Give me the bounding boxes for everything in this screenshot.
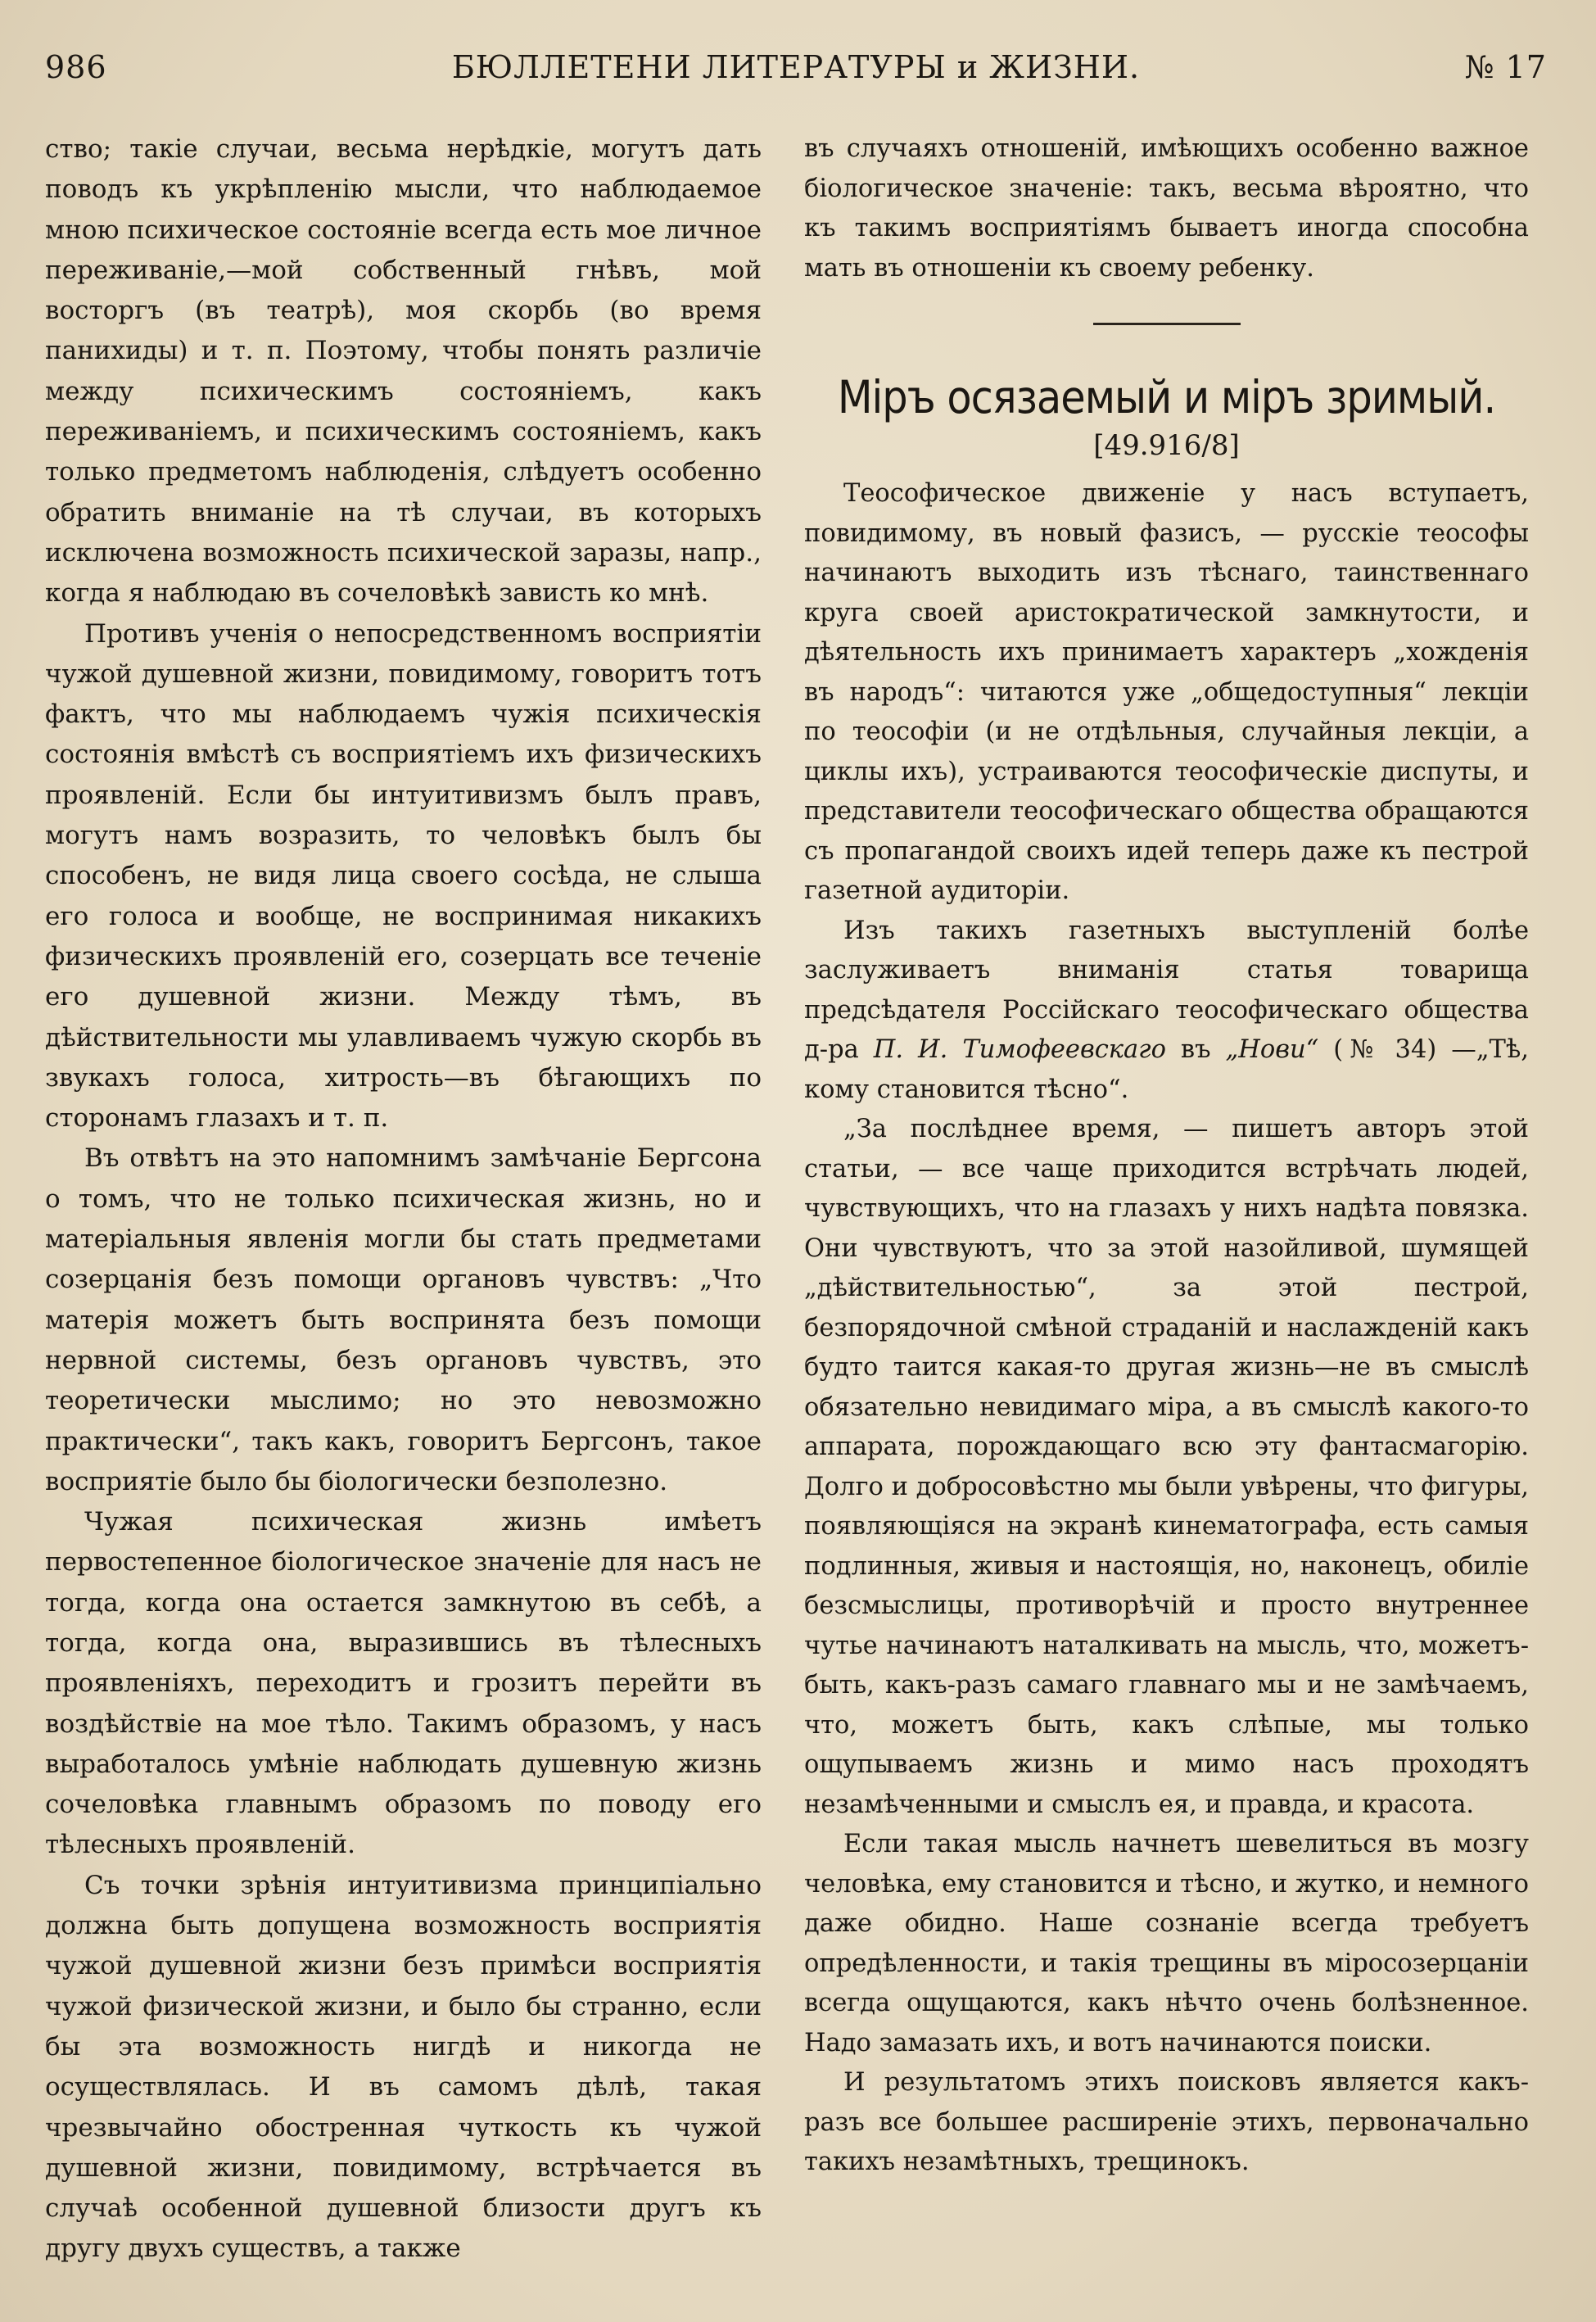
page-number: 986 [45,49,107,85]
paragraph: ство; такіе случаи, весьма нерѣдкіе, могутъ дать поводъ къ укрѣпленію мысли, что наблюдаемое мною психическое состояніе всегда есть мое личное переживаніе,—мой собственный гнѣвъ, мой восторгъ (въ театрѣ), моя скорбь (во время панихиды) и т. п. Поэтому, чтобы понять различіе между психическимъ состояніемъ, какъ переживаніемъ, и психическимъ состояніемъ, какъ только предметомъ наблюденія, слѣдуетъ особенно обратить вниманіе на тѣ случаи, въ которыхъ исключена возможность психической заразы, напр., когда я наблюдаю въ сочеловѣкѣ зависть ко мнѣ. [45,134,762,609]
running-header [45,49,1547,98]
paragraph: Съ точки зрѣнія интуитивизма принципіально должна быть допущена возможность восприятія чужой душевной жизни безъ примѣси восприятія чужой физической жизни, и было бы странно, если бы эта возможность нигдѣ и никогда не осуществлялась. И въ самомъ дѣлѣ, такая чрезвычайно обостренная чуткость къ чужой душевной жизни, повидимому, встрѣчается въ случаѣ особенной душевной близости другъ къ другу двухъ существъ, а также [45,1870,762,2264]
paragraph: Теософическое движеніе у насъ вступаетъ, повидимому, въ новый фазисъ, — русскіе теософы начинаютъ выходить изъ тѣснаго, таинственнаго круга своей аристократической замкнутости, и дѣятельность ихъ принимаетъ характеръ „хожденія въ народъ“: читаются уже „общедоступныя“ лекціи по теософіи (и не отдѣльныя, случайныя лекціи, а циклы ихъ), устраиваются теософическіе диспуты, и представители теософическаго общества обращаются съ пропагандой своихъ идей теперь даже къ пестрой газетной аудиторіи. [804,479,1529,905]
article-title: Міръ осязаемый и міръ зримый. [837,371,1496,423]
paragraph-text: (№ 34) —„Тѣ, кому становится тѣсно“. [804,1035,1529,1104]
journal-title: БЮЛЛЕТЕНИ ЛИТЕРАТУРЫ и ЖИЗНИ. [451,49,1141,85]
paragraph: Если такая мысль начнетъ шевелиться въ мозгу человѣка, ему становится и тѣсно, и жутко, и немного даже обидно. Наше сознаніе всегда требуетъ опредѣленности, и такія трещины въ міросозерцаніи всегда ощущаются, какъ нѣчто очень болѣзненное. Надо замазать ихъ, и вотъ начинаются поиски. [804,1830,1529,2057]
journal-name: „Нови“ [1225,1035,1319,1064]
paragraph: Чужая психическая жизнь имѣетъ первостепенное біологическое значеніе для насъ не тогда, когда она остается замкнутою въ себѣ, а тогда, когда она, выразившись въ тѣлесныхъ проявленіяхъ, переходитъ и грозитъ перейти въ воздѣйствіе на мое тѣло. Такимъ образомъ, у насъ выработалось умѣніе наблюдать душевную жизнь сочеловѣка главнымъ образомъ по поводу его тѣлесныхъ проявленій. [45,1507,762,1860]
section-divider [1093,323,1241,325]
article-classification-code: [49.916/8] [1093,429,1240,462]
paragraph-text: въ [1165,1035,1226,1064]
left-column [45,129,762,2270]
right-column [804,129,1529,2183]
paragraph: въ случаяхъ отношеній, имѣющихъ особенно важное біологическое значеніе: такъ, весьма вѣроятно, что къ такимъ восприятіямъ бываетъ иногда способна мать въ отношеніи къ своему ребенку. [804,134,1529,283]
paragraph: „За послѣднее время, — пишетъ авторъ этой статьи, — все чаще приходится встрѣчать людей, чувствующихъ, что на глазахъ у нихъ надѣта повязка. Они чувствуютъ, что за этой назойливой, шумящей „дѣйствительностью“, за этой пестрой, безпорядочной смѣной страданій и наслажденій какъ будто таится какая-то другая жизнь—не въ смыслѣ обязательно невидимаго міра, а въ смыслѣ какого-то аппарата, порождающаго всю эту фантасмагорію. Долго и добросовѣстно мы были увѣрены, что фигуры, появляющіяся на экранѣ кинематографа, есть самыя подлинныя, живыя и настоящія, но, наконецъ, обиліе безсмыслицы, противорѣчій и просто внутреннее чутье начинаютъ наталкивать на мысль, что, можетъ-быть, какъ-разъ самаго главнаго мы и не замѣчаемъ, что, можетъ быть, какъ слѣпые, мы только ощупываемъ жизнь и мимо насъ проходятъ незамѣченными и смыслъ ея, и правда, и красота. [804,1115,1529,1819]
issue-number: № 17 [1464,49,1547,85]
author-name: П. И. Тимофеевскаго [873,1035,1166,1064]
paragraph [804,912,1529,1111]
paragraph: Въ отвѣтъ на это напомнимъ замѣчаніе Бергсона о томъ, что не только психическая жизнь, но и матеріальныя явленія могли бы стать предметами созерцанія безъ помощи органовъ чувствъ: „Что матерія можетъ быть воспринята безъ помощи нервной системы, безъ органовъ чувствъ, это теоретически мыслимо; но это невозможно практически“, такъ какъ, говоритъ Бергсонъ, такое восприятіе было бы біологически безполезно. [45,1143,762,1496]
paragraph-text: Изъ такихъ газетныхъ выступленій болѣе заслуживаетъ вниманія статья товарища предсѣдателя Россійскаго теософическаго общества д-ра [804,916,1529,1064]
paragraph: Противъ ученія о непосредственномъ восприятіи чужой душевной жизни, повидимому, говоритъ тотъ фактъ, что мы наблюдаемъ чужія психическія состоянія вмѣстѣ съ восприятіемъ ихъ физическихъ проявленій. Если бы интуитивизмъ былъ правъ, могутъ намъ возразить, то человѣкъ былъ бы способенъ, не видя лица своего сосѣда, не слыша его голоса и вообще, не воспринимая никакихъ физическихъ проявленій его, созерцать все теченіе его душевной жизни. Между тѣмъ, въ дѣйствительности мы улавливаемъ чужую скорбь въ звукахъ голоса, хитрость—въ бѣгающихъ по сторонамъ глазахъ и т. п. [45,618,762,1134]
paragraph: И результатомъ этихъ поисковъ является какъ-разъ все большее расширеніе этихъ, первоначально такихъ незамѣтныхъ, трещинокъ. [804,2068,1529,2176]
